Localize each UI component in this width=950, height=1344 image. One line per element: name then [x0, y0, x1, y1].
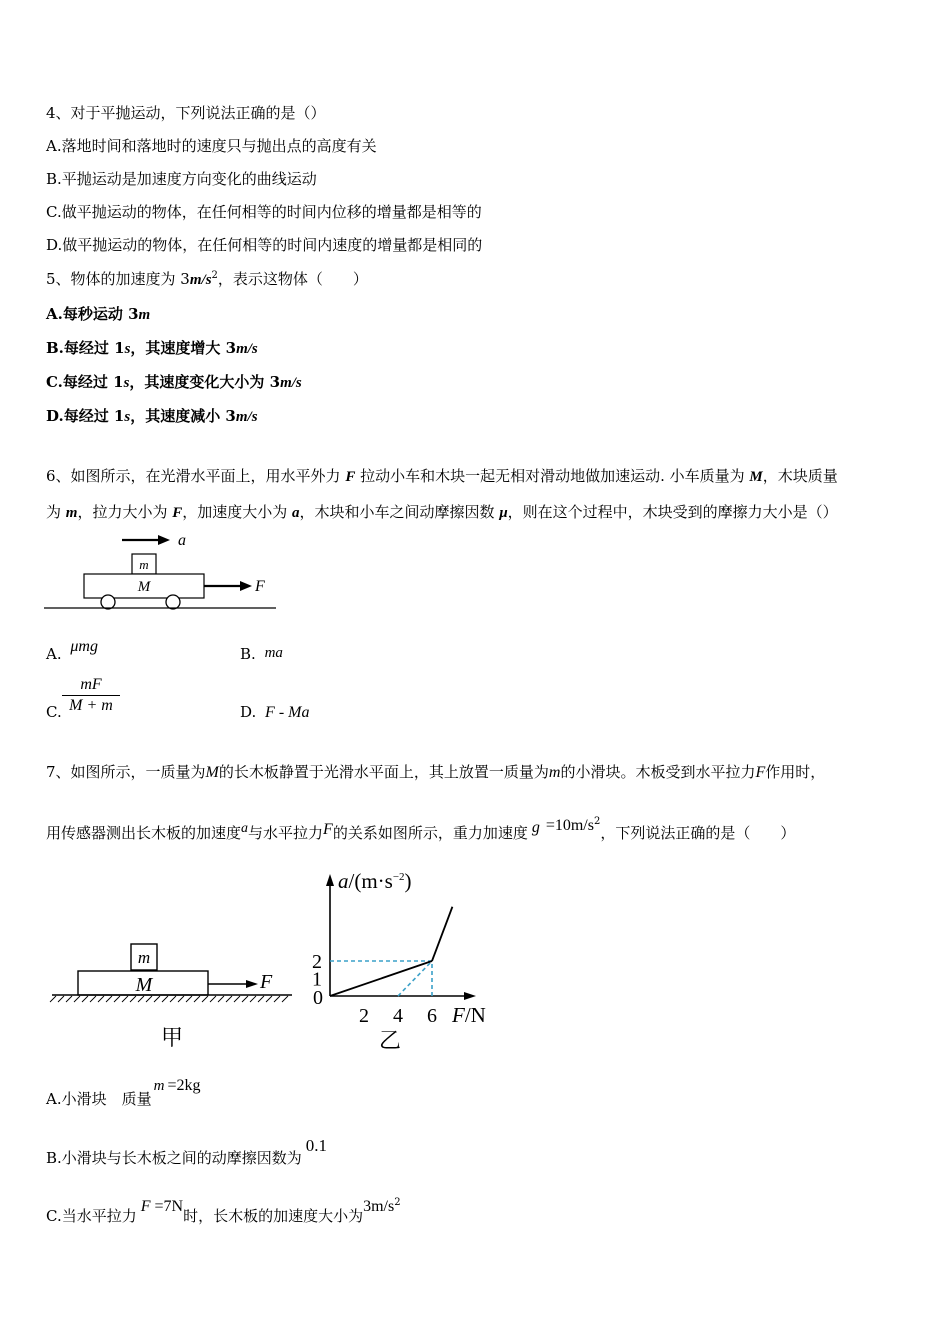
ground-hatch-mark [154, 996, 160, 1002]
ground-hatch-mark [202, 996, 208, 1002]
ground-hatch-mark [170, 996, 176, 1002]
q7-board-figure [48, 938, 296, 1056]
q4-option-c: C.做平抛运动的物体，在任何相等的时间内位移的增量都是相等的 [46, 203, 482, 221]
ground-hatch-mark [82, 996, 88, 1002]
ground-hatch-mark [194, 996, 200, 1002]
q7-acceleration-force-chart [300, 862, 510, 1058]
ground-hatch-mark [106, 996, 112, 1002]
q7-fig-board-label: M [135, 974, 153, 996]
q5-option-b: B.每经过 1s，其速度增大 3m/s [46, 339, 258, 357]
q6-cart-figure [44, 528, 278, 612]
q7-fig-caption-jia: 甲 [160, 1025, 184, 1050]
q6-option-c-fraction [62, 676, 120, 715]
q6-option-c-denominator: M + m [69, 697, 113, 714]
chart-x-tick-label: 2 [359, 1005, 369, 1027]
q6-fig-accel-label: a [178, 532, 186, 549]
ground-hatch-mark [130, 996, 136, 1002]
q7-fig-block-label: m [137, 948, 151, 967]
q6-fig-force-label: F [255, 578, 265, 595]
q6-option-c-numerator: mF [80, 676, 102, 693]
q4-option-d: D.做平抛运动的物体，在任何相等的时间内速度的增量都是相同的 [46, 236, 483, 254]
q5-option-a: A.每秒运动 3m [46, 305, 151, 323]
ground-hatch-mark [178, 996, 184, 1002]
ground-hatch-mark [250, 996, 256, 1002]
q7-stem-line1: 7、如图所示，一质量为M的长木板静置于光滑水平面上，其上放置一质量为m的小滑块。木板受到水平拉力F作用时， [46, 763, 826, 781]
ground-hatch-mark [226, 996, 232, 1002]
chart-series-line [330, 961, 432, 996]
q4-stem: 4、对于平抛运动，下列说法正确的是（） [46, 104, 326, 122]
chart-origin-label: 0 [313, 987, 323, 1009]
chart-x-tick-label: 6 [427, 1005, 437, 1027]
ground-hatch-mark [66, 996, 72, 1002]
q6-option-d: D. F - Ma [240, 703, 310, 721]
ground-hatch-mark [74, 996, 80, 1002]
ground-hatch-mark [218, 996, 224, 1002]
chart-series-line [432, 907, 452, 961]
ground-hatch-mark [274, 996, 280, 1002]
q4-option-b: B.平抛运动是加速度方向变化的曲线运动 [46, 170, 317, 188]
ground-hatch-mark [282, 996, 288, 1002]
q6-stem-line1: 6、如图所示，在光滑水平面上，用水平外力 F 拉动小车和木块一起无相对滑动地做加速运动. 小车质量为 M，木块质量 [46, 467, 838, 485]
chart-xlabel: F/N [452, 1003, 486, 1027]
q5-stem: 5、物体的加速度为 $3m/s^2$，表示这物体（ ） [46, 270, 368, 288]
chart-ylabel: $a/(m\cdot s^{-2})$ [338, 869, 412, 893]
q7-option-b: B.小滑块与长木板之间的动摩擦因数为0.1 [46, 1136, 328, 1167]
ground-hatch-mark [234, 996, 240, 1002]
chart-y-tick-label: 1 [312, 968, 322, 991]
q6-option-b: B. ma [240, 645, 283, 663]
ground-hatch-mark [138, 996, 144, 1002]
q4-option-a: A.落地时间和落地时的速度只与抛出点的高度有关 [46, 137, 377, 155]
ground-hatch-mark [210, 996, 216, 1002]
q6-fig-cart-label: M [137, 579, 151, 595]
q7-option-c: C.当水平拉力F =7N时，长木板的加速度大小为$3m/s^2$ [46, 1197, 401, 1225]
q7-option-a: A.小滑块 质量m =2kg [46, 1077, 201, 1108]
q6-option-a: A. μmg [46, 638, 98, 663]
q7-fig-force-label: F [260, 971, 273, 993]
chart-y-tick-label: 2 [312, 951, 322, 973]
ground-hatch-mark [258, 996, 264, 1002]
q5-option-c: C.每经过 1s，其速度变化大小为 3m/s [46, 373, 302, 391]
ground-hatch-mark [266, 996, 272, 1002]
ground-hatch-mark [90, 996, 96, 1002]
ground-hatch-mark [162, 996, 168, 1002]
ground-hatch-mark [122, 996, 128, 1002]
ground-hatch-mark [186, 996, 192, 1002]
ground-hatch-mark [50, 996, 56, 1002]
ground-hatch-mark [146, 996, 152, 1002]
fraction-bar [62, 695, 120, 696]
q6-fig-block-label: m [139, 557, 149, 572]
q6-stem-line2: 为 m，拉力大小为 F，加速度大小为 a，木块和小车之间动摩擦因数 μ，则在这个过程中，木块受到的摩擦力大小是（） [46, 503, 838, 521]
q7-stem-line2: 用传感器测出长木板的加速度a与水平拉力F的关系如图所示，重力加速度 $g =10m/s^2$，下列说法正确的是（ ） [46, 816, 796, 842]
q5-option-d: D.每经过 1s，其速度减小 3m/s [46, 407, 258, 425]
ground-hatch-mark [242, 996, 248, 1002]
ground-hatch-mark [58, 996, 64, 1002]
q6-option-c: C. [46, 703, 62, 721]
chart-caption-yi: 乙 [378, 1028, 402, 1053]
ground-hatch-mark [114, 996, 120, 1002]
ground-hatch-mark [98, 996, 104, 1002]
chart-x-tick-label: 4 [393, 1005, 403, 1027]
